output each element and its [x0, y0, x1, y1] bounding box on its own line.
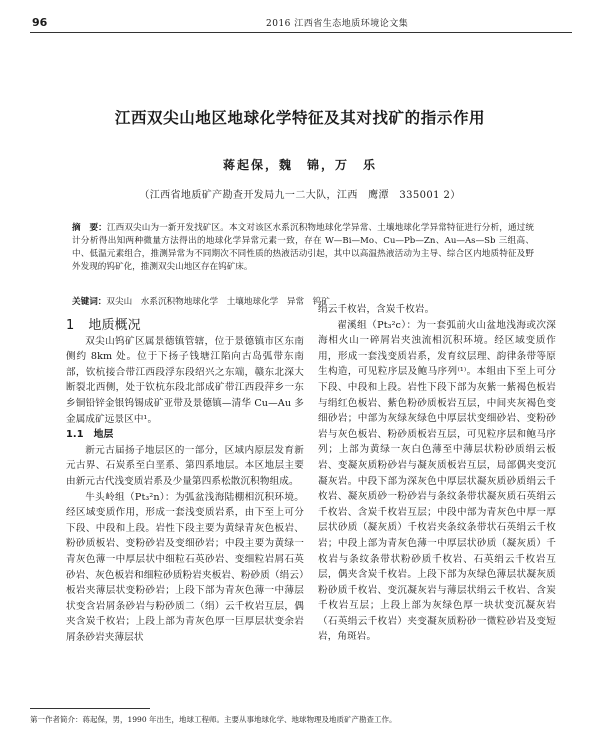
keywords-label: 关键词： [72, 297, 107, 307]
footnote: 第一作者简介：蒋起保，男，1990 年出生，地球工程师。主要从事地球化学、地球物理及地质矿产勘查工作。 [30, 715, 397, 724]
header-divider [30, 32, 572, 33]
section-heading [66, 318, 304, 334]
section-number: 1 [66, 318, 75, 333]
section-title: 地质概况 [88, 318, 141, 333]
body-paragraph: 翟溪组（Pt₃²c）：为一套弧前火山盆地浅海或次深海相火山一碎屑岩夹浊流相沉积环境。经区域变质作用，形成一套浅变质岩系，发育纹层理、韵律条带等原生构造，可见粒序层及鲍马序列⁽¹⁾。本组由下至上可分下段、中段和上段。岩性下段下部为灰紫一紫褐色板岩与绢红色板岩、紫色粉砂质板岩互层，中间夹灰褐色变细砂岩；中部为灰绿灰绿色中厚层状变细砂岩、变粉砂岩与灰色板岩、粉砂质板岩互层，可见粒序层和鲍马序列；上部为黄绿一灰白色薄至中薄层状粉砂质绢云板岩、变凝灰质粉砂岩与凝灰质板岩互层，局部偶夹变沉凝灰岩。中段下部为深灰色中厚层状凝灰质砂质绢云千枚岩、凝灰质砂一粉砂岩与条纹条带状凝灰质石英绢云千枚岩、含炭千枚岩互层；中段中部为青灰色中厚一厚层状砂质（凝灰质）千枚岩夹条纹条带状石英绢云千枚岩；中段上部为青灰色薄一中厚层状砂质（凝灰质）千枚岩与条纹条带状粉砂质千枚岩、石英绢云千枚岩互层，偶夹含炭千枚岩。上段下部为灰绿色薄层状凝灰质粉砂质千枚岩、变沉凝灰岩与薄层状绢云千枚岩、含炭千枚岩互层；上段上部为灰绿色厚一块状变沉凝灰岩（石英绢云千枚岩）夹变凝灰质粉砂一微粒砂岩及变短岩，角斑岩。 [318, 319, 556, 643]
subsection-number: 1.1 [66, 429, 84, 441]
abstract [72, 222, 534, 274]
body-paragraph: 绢云千枚岩，含炭千枚岩。 [318, 304, 435, 315]
keywords-text: 双尖山 水系沉积物地球化学 土壤地球化学 异常 钨矿 [106, 297, 330, 307]
affiliation: （江西省地质矿产勘查开发局九一二大队，江西 鹰潭 335001 2） [139, 190, 461, 201]
body-paragraph: 新元古届扬子地层区的一部分，区域内原层发育新元古界、石炭系至白垩系、第四系地层。本区地层主要由新元古代浅变质岩系及少量第四系松散沉积物组成。 [66, 444, 304, 487]
body-paragraph: 牛头岭组（Pt₃²n）：为弧盆浅海陆棚相沉积环境。经区域变质作用，形成一套浅变质岩系，由下至上可分下段、中段和上段。岩性下段主要为黄绿青灰色板岩、粉砂质板岩、变粉砂岩及变细砂岩；中段主要为黄绿一青灰色薄一中厚层状中细粒石英砂岩、变细粒岩屑石英砂岩、灰色板岩和细粒砂质粉岩夹板岩、粉砂质（绢云）板岩夹薄层状变粉砂岩；上段下部为青灰色薄一中薄层状变含岩屑条砂岩与粉砂质二（绢）云千枚岩互层，偶夹含炭千枚岩；上段上部为青灰色厚一巨厚层状变余岩屑条砂岩夹薄层状 [66, 491, 304, 643]
abstract-label: 摘 要： [72, 223, 107, 233]
right-column [318, 302, 556, 645]
page-number: 96 [32, 16, 48, 29]
subsection-heading [66, 427, 304, 443]
paper-title: 江西双尖山地区地球化学特征及其对找矿的指示作用 [114, 109, 486, 127]
journal-header: 2016 江西省生态地质环境论文集 [266, 19, 409, 29]
footnote-divider [30, 708, 150, 709]
body-paragraph: 双尖山钨矿区属景德镇管辖，位于景德镇市区东南侧约 8km 处。位于下扬子钱塘江陷向古岛弧带东南部，钦杭接合带江西段浮东段绍兴之东端，赣东北深大断裂北西侧，处于钦杭东段北部成矿带江西段萍乡一东乡铜铅锌金银钨锡成矿亚带及景德镇—清华 Cu—Au 多金属成矿远景区中¹。 [66, 335, 304, 425]
subsection-title: 地层 [93, 429, 114, 441]
abstract-text: 江西双尖山为一新开发找矿区。本文对该区水系沉积物地球化学异常、土壤地球化学异常特征进行分析，通过统计分析得出知两种微量方法得出的地球化学异常元素一致，存在 W—Bi—Mo、Cu—Pb—Zn、Au—As—Sb 三组高、中、低温元素组合，推测异常为不同期次不同性质的热液活动引起，其中以高温热液活动为主导、综合区内地质特征及野外发现的钨矿化，推测双尖山地区存在钨矿床。 [72, 223, 534, 272]
authors: 蒋起保，魏 锦，万 乐 [222, 158, 377, 172]
left-column [66, 318, 304, 645]
